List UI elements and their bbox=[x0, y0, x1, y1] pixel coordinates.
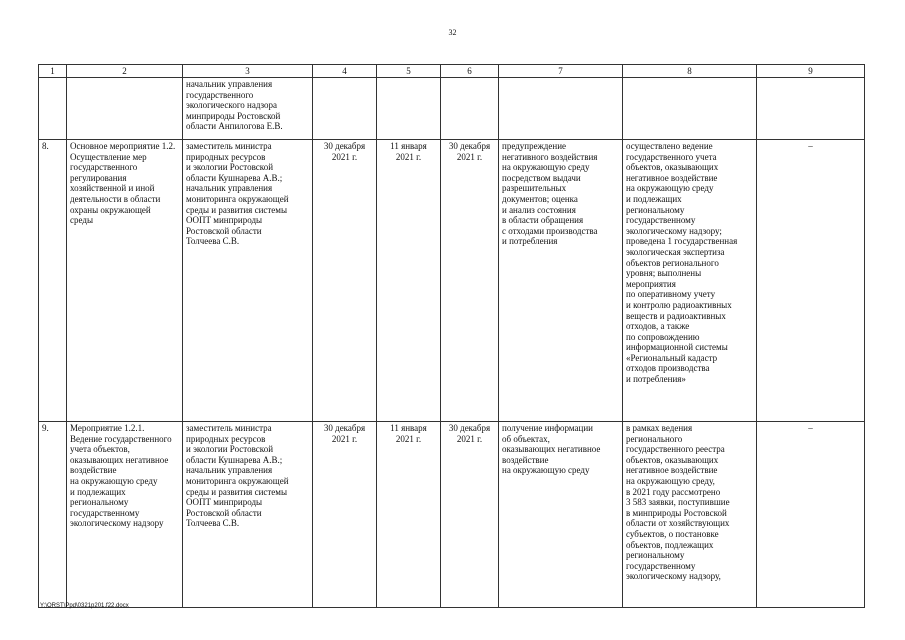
cell-text-line: получение информации bbox=[502, 423, 593, 433]
cell-text-line: среды и развития системы bbox=[186, 204, 288, 215]
cell-text-line: экологическому надзору; bbox=[626, 225, 722, 236]
cell-achieved bbox=[623, 422, 757, 608]
cell-text-line: в области обращения bbox=[502, 215, 584, 226]
column-header: 1 bbox=[39, 65, 67, 78]
cell-start-date bbox=[377, 140, 441, 422]
cell-fact-date bbox=[441, 140, 499, 422]
cell-text-line: объектов, подлежащих bbox=[626, 539, 714, 550]
cell-text-line: области Кушнарева А.В.; bbox=[186, 454, 283, 465]
cell-start-date bbox=[377, 422, 441, 608]
cell-text-line: среды bbox=[70, 215, 93, 226]
cell-text-line: Осуществление мер bbox=[70, 151, 147, 162]
cell-responsible bbox=[183, 140, 313, 422]
cell-text-line: объектов, оказывающих bbox=[626, 454, 719, 465]
cell-text-line: минприроды Ростовской bbox=[186, 110, 281, 121]
cell-text-line: учета объектов, bbox=[70, 444, 130, 455]
cell-problems bbox=[757, 78, 865, 140]
cell-text-line: регулирования bbox=[70, 172, 127, 183]
cell-text-line: начальник управления bbox=[186, 79, 273, 89]
cell-text-line: Ростовской области bbox=[186, 507, 262, 518]
cell-text-line: природных ресурсов bbox=[186, 433, 266, 444]
cell-text-line: с отходами производства bbox=[502, 225, 598, 236]
cell-text-line: и контролю радиоактивных bbox=[626, 299, 732, 310]
cell-text-line: и подлежащих bbox=[626, 193, 682, 204]
cell-achieved bbox=[623, 140, 757, 422]
cell-text-line: начальник управления bbox=[186, 465, 273, 476]
cell-text-line: предупреждение bbox=[502, 141, 567, 151]
cell-text-line: и подлежащих bbox=[70, 486, 126, 497]
cell-text-line: отходов производства bbox=[626, 363, 710, 374]
cell-text-line: 30 декабря bbox=[448, 423, 491, 433]
cell-problems: – bbox=[757, 140, 865, 422]
cell-text-line: посредством выдачи bbox=[502, 172, 581, 183]
cell-text-line: и анализ состояния bbox=[502, 204, 576, 215]
cell-plan-date bbox=[313, 78, 377, 140]
cell-text-line: отходов, а также bbox=[626, 321, 690, 332]
continuation-row bbox=[39, 78, 865, 140]
cell-name bbox=[67, 140, 183, 422]
cell-text-line: мониторинга окружающей bbox=[186, 193, 289, 204]
cell-text-line: начальник управления bbox=[186, 183, 273, 194]
cell-text-line: негативное воздействие bbox=[626, 172, 718, 183]
cell-text-line: и потребления» bbox=[626, 374, 686, 385]
column-header: 2 bbox=[67, 65, 183, 78]
cell-text-line: воздействие bbox=[502, 454, 549, 465]
cell-text-line: по сопровождению bbox=[626, 331, 700, 342]
file-path-footer: Y:\ORST\Ppd\0321p201.f22.docx bbox=[40, 603, 129, 609]
cell-text-line: заместитель министра bbox=[186, 141, 272, 151]
cell-text-line: 2021 г. bbox=[456, 433, 483, 444]
cell-responsible bbox=[183, 422, 313, 608]
cell-name bbox=[67, 78, 183, 140]
cell-plan-date bbox=[313, 140, 377, 422]
cell-achieved bbox=[623, 78, 757, 140]
cell-num bbox=[39, 78, 67, 140]
cell-text-line: ООПТ минприроды bbox=[186, 497, 263, 508]
column-number-row bbox=[39, 65, 865, 78]
cell-text-line: деятельности в области bbox=[70, 193, 161, 204]
cell-text-line: экологическому надзору bbox=[70, 518, 164, 529]
cell-text-line: 11 января bbox=[390, 141, 427, 151]
cell-text-line: Толчеева С.В. bbox=[186, 518, 240, 529]
cell-text-line: 2021 г. bbox=[456, 151, 483, 162]
cell-text-line: региональному bbox=[626, 550, 685, 561]
column-header: 7 bbox=[499, 65, 623, 78]
cell-text-line: Основное мероприятие 1.2. bbox=[70, 141, 176, 151]
cell-text-line: государственного учета bbox=[626, 151, 717, 162]
cell-text-line: государственному bbox=[626, 215, 696, 226]
cell-responsible bbox=[183, 78, 313, 140]
cell-text-line: и потребления bbox=[502, 236, 558, 247]
cell-num: 8. bbox=[39, 140, 67, 422]
cell-text-line: государственному bbox=[70, 507, 140, 518]
page-number: 32 bbox=[448, 28, 457, 37]
cell-text-line: «Региональный кадастр bbox=[626, 352, 718, 363]
cell-text-line: региональному bbox=[626, 204, 685, 215]
cell-text-line: 2021 г. bbox=[331, 151, 358, 162]
table-row bbox=[39, 140, 865, 422]
cell-start-date bbox=[377, 78, 441, 140]
cell-text-line: уровня; выполнены bbox=[626, 268, 702, 279]
cell-text-line: Ведение государственного bbox=[70, 433, 172, 444]
column-header: 8 bbox=[623, 65, 757, 78]
cell-problems: – bbox=[757, 422, 865, 608]
cell-text-line: проведена 1 государственная bbox=[626, 236, 738, 247]
cell-text-line: экологического надзора bbox=[186, 100, 278, 111]
cell-text-line: природных ресурсов bbox=[186, 151, 266, 162]
cell-text-line: 30 декабря bbox=[448, 141, 491, 151]
cell-expected bbox=[499, 140, 623, 422]
cell-text-line: осуществлено ведение bbox=[626, 141, 713, 151]
cell-text-line: 3 583 заявки, поступившие bbox=[626, 497, 730, 508]
cell-text-line: и экологии Ростовской bbox=[186, 444, 274, 455]
cell-name bbox=[67, 422, 183, 608]
cell-fact-date bbox=[441, 78, 499, 140]
cell-text-line: экологическому надзору, bbox=[626, 571, 721, 582]
cell-text-line: 30 декабря bbox=[323, 141, 366, 151]
report-table bbox=[38, 64, 865, 608]
cell-text-line: объектов, оказывающих bbox=[626, 162, 719, 173]
cell-text-line: области Анпилогова Е.В. bbox=[186, 121, 283, 132]
cell-text-line: об объектах, bbox=[502, 433, 550, 444]
cell-text-line: разрешительных bbox=[502, 183, 567, 194]
cell-text-line: государственному bbox=[626, 560, 696, 571]
cell-text-line: государственного реестра bbox=[626, 444, 725, 455]
cell-fact-date bbox=[441, 422, 499, 608]
cell-text-line: мониторинга окружающей bbox=[186, 475, 289, 486]
cell-text-line: 2021 г. bbox=[395, 151, 422, 162]
column-header: 5 bbox=[377, 65, 441, 78]
cell-text-line: по оперативному учету bbox=[626, 289, 716, 300]
cell-text-line: охраны окружающей bbox=[70, 204, 151, 215]
cell-text-line: на окружающую среду bbox=[502, 465, 590, 476]
column-header: 9 bbox=[757, 65, 865, 78]
cell-text-line: мероприятия bbox=[626, 278, 676, 289]
cell-text-line: государственного bbox=[70, 162, 138, 173]
cell-text-line: на окружающую среду bbox=[502, 162, 590, 173]
column-header: 3 bbox=[183, 65, 313, 78]
cell-text-line: информационной системы bbox=[626, 342, 728, 353]
cell-plan-date bbox=[313, 422, 377, 608]
cell-text-line: области от хозяйствующих bbox=[626, 518, 730, 529]
cell-text-line: заместитель министра bbox=[186, 423, 272, 433]
cell-text-line: региональному bbox=[70, 497, 129, 508]
cell-text-line: объектов регионального bbox=[626, 257, 719, 268]
column-header: 6 bbox=[441, 65, 499, 78]
cell-text-line: документов; оценка bbox=[502, 193, 578, 204]
cell-expected bbox=[499, 78, 623, 140]
cell-text-line: среды и развития системы bbox=[186, 486, 288, 497]
cell-text-line: на окружающую среду bbox=[626, 183, 714, 194]
cell-text-line: субъектов, о постановке bbox=[626, 528, 719, 539]
cell-text-line: оказывающих негативное bbox=[70, 454, 169, 465]
cell-text-line: в рамках ведения bbox=[626, 423, 693, 433]
cell-text-line: области Кушнарева А.В.; bbox=[186, 172, 283, 183]
cell-text-line: государственного bbox=[186, 89, 254, 100]
cell-text-line: оказывающих негативное bbox=[502, 444, 601, 455]
cell-text-line: регионального bbox=[626, 433, 683, 444]
cell-text-line: негативного воздействия bbox=[502, 151, 598, 162]
cell-text-line: на окружающую среду, bbox=[626, 475, 715, 486]
cell-text-line: ООПТ минприроды bbox=[186, 215, 263, 226]
cell-text-line: в минприроды Ростовской bbox=[626, 507, 727, 518]
cell-text-line: 11 января bbox=[390, 423, 427, 433]
cell-text-line: экологическая экспертиза bbox=[626, 246, 725, 257]
cell-text-line: Мероприятие 1.2.1. bbox=[70, 423, 145, 433]
column-header: 4 bbox=[313, 65, 377, 78]
cell-text-line: веществ и радиоактивных bbox=[626, 310, 726, 321]
cell-text-line: на окружающую среду bbox=[70, 475, 158, 486]
cell-num: 9. bbox=[39, 422, 67, 608]
cell-text-line: 2021 г. bbox=[395, 433, 422, 444]
cell-expected bbox=[499, 422, 623, 608]
cell-text-line: воздействие bbox=[70, 465, 117, 476]
cell-text-line: негативное воздействие bbox=[626, 465, 718, 476]
cell-text-line: Ростовской области bbox=[186, 225, 262, 236]
cell-text-line: 30 декабря bbox=[323, 423, 366, 433]
table-row bbox=[39, 422, 865, 608]
cell-text-line: и экологии Ростовской bbox=[186, 162, 274, 173]
cell-text-line: в 2021 году рассмотрено bbox=[626, 486, 721, 497]
cell-text-line: 2021 г. bbox=[331, 433, 358, 444]
cell-text-line: Толчеева С.В. bbox=[186, 236, 240, 247]
cell-text-line: хозяйственной и иной bbox=[70, 183, 155, 194]
